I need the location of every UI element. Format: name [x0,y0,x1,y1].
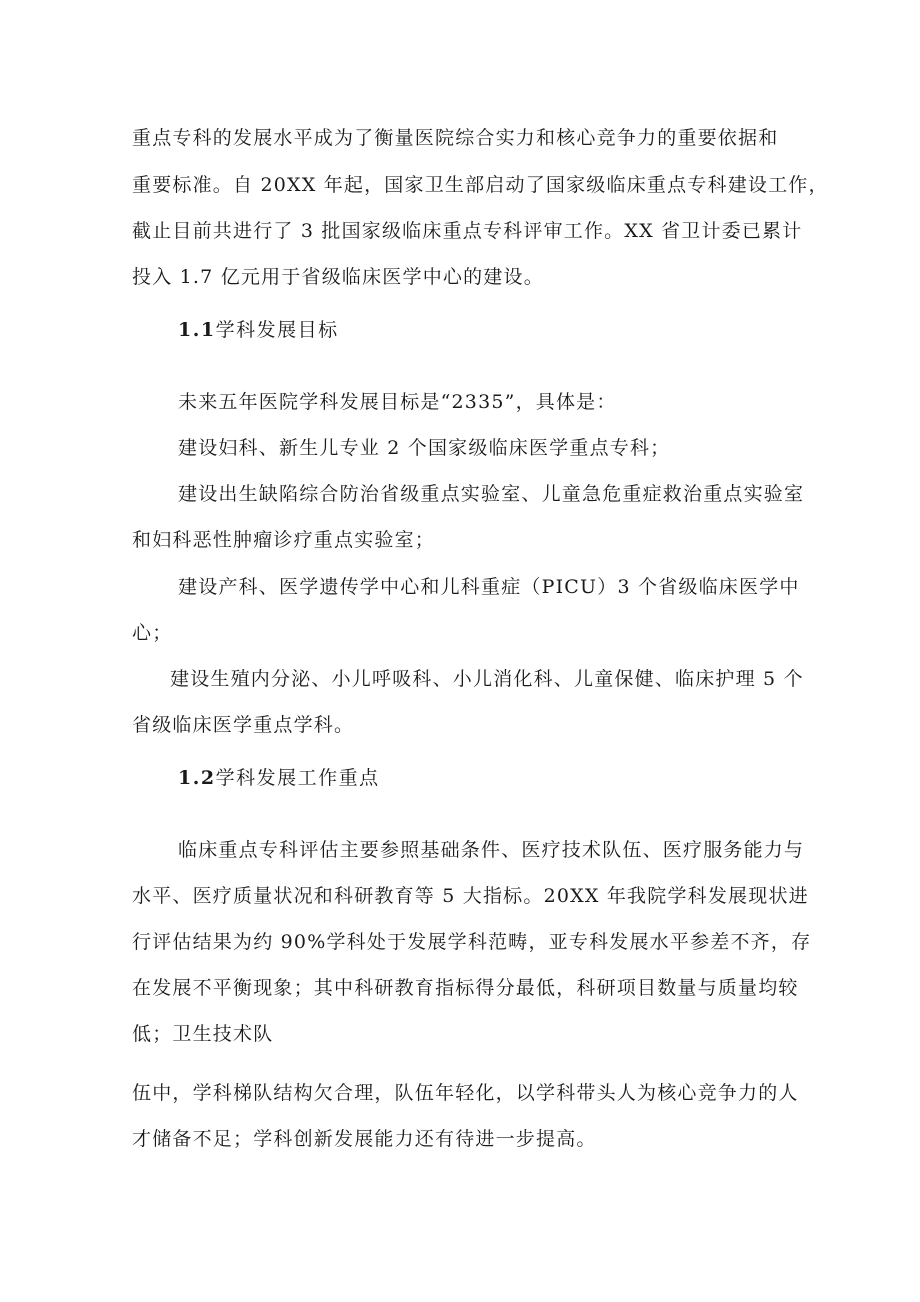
focus-line: 行评估结果为约 90%学科处于发展学科范畴，亚专科发展水平参差不齐，存 [132,931,812,953]
focus-line: 水平、医疗质量状况和科研教育等 5 大指标。20XX 年我院学科发展现状进 [132,885,809,907]
intro-line: 重点专科的发展水平成为了衡量医院综合实力和核心竞争力的重要依据和 [132,127,779,149]
goals-line: 建设妇科、新生儿专业 2 个国家级临床医学重点专科； [178,437,671,459]
goals-line: 建设出生缺陷综合防治省级重点实验室、儿童急危重症救治重点实验室 [178,483,805,505]
focus-line: 在发展不平衡现象；其中科研教育指标得分最低，科研项目数量与质量均较 [132,977,799,999]
goals-line: 心； [132,622,173,644]
section-heading-1-1 [178,318,339,342]
goals-line: 建设生殖内分泌、小儿呼吸科、小儿消化科、儿童保健、临床护理 5 个 [170,668,804,690]
focus-line: 伍中，学科梯队结构欠合理，队伍年轻化，以学科带头人为核心竞争力的人 [132,1082,799,1104]
intro-line: 重要标准。自 20XX 年起，国家卫生部启动了国家级临床重点专科建设工作， [132,174,829,196]
intro-line: 投入 1.7 亿元用于省级临床医学中心的建设。 [132,266,544,288]
intro-line: 截止目前共进行了 3 批国家级临床重点专科评审工作。XX 省卫计委已累计 [132,220,803,242]
goals-line: 省级临床医学重点学科。 [132,714,355,736]
focus-line: 低；卫生技术队 [132,1023,274,1045]
goals-line: 未来五年医院学科发展目标是“2335”，具体是： [178,391,617,413]
section-heading-1-2 [178,766,380,790]
goals-line: 建设产科、医学遗传学中心和儿科重症（PICU）3 个省级临床医学中 [178,576,800,598]
section-number: 1.2 [178,767,216,789]
focus-line: 临床重点专科评估主要参照基础条件、医疗技术队伍、医疗服务能力与 [178,839,805,861]
goals-line: 和妇科恶性肿瘤诊疗重点实验室； [132,529,436,551]
section-title: 学科发展工作重点 [215,767,380,789]
focus-line: 才储备不足；学科创新发展能力还有待进一步提高。 [132,1128,597,1150]
section-number: 1.1 [178,319,216,341]
section-title: 学科发展目标 [215,319,339,341]
